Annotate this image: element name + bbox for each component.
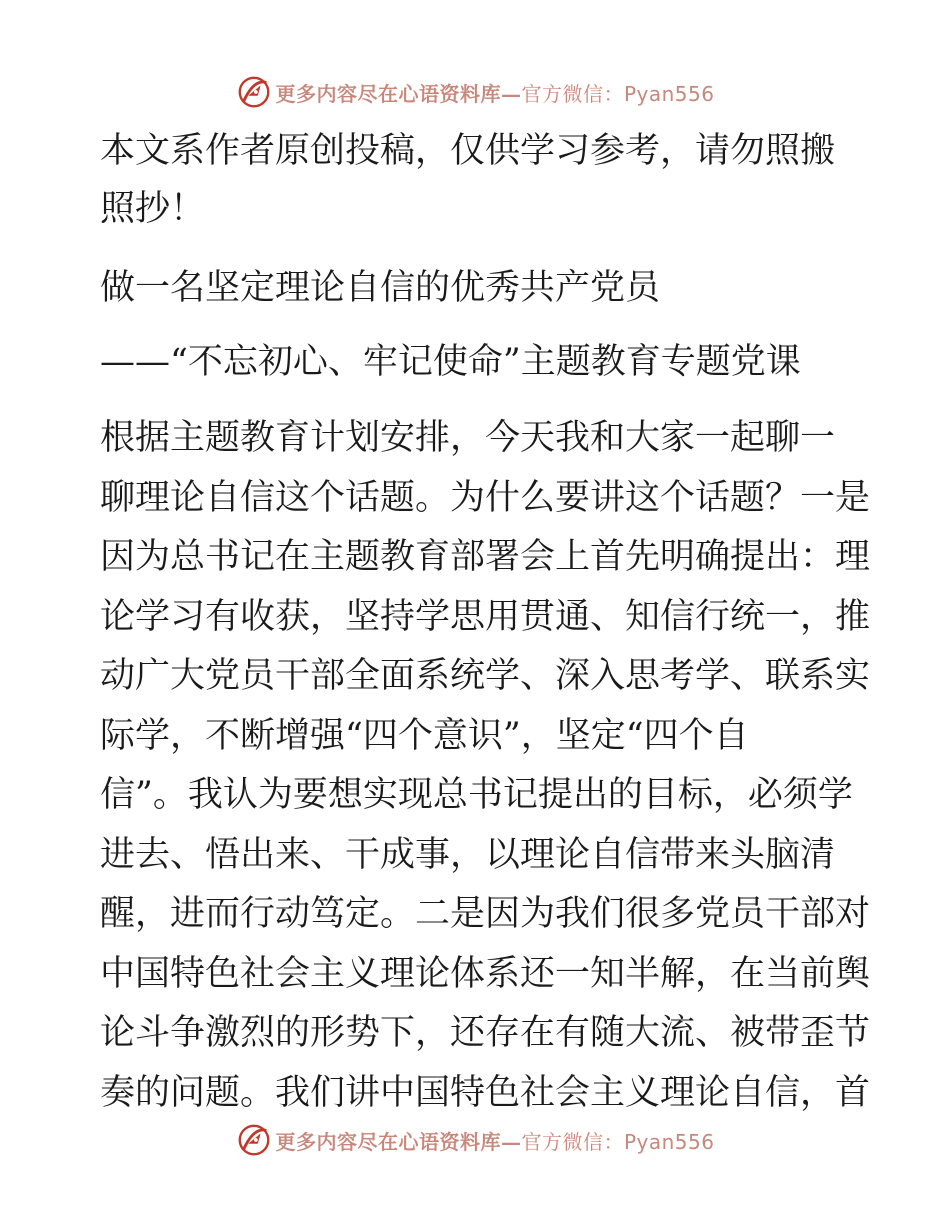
intro-line: 照抄！ [100, 189, 206, 229]
body-line: 际学，不断增强“四个意识”，坚定“四个自 [100, 715, 749, 756]
document-title [100, 259, 850, 317]
document-subtitle [100, 333, 850, 391]
body-line: 论学习有收获，坚持学思用贯通、知信行统一，推 [100, 596, 871, 637]
banner-text: 更多内容尽在心语资料库— [275, 1129, 522, 1154]
body-line: 论斗争激烈的形势下，还存在有随大流、被带歪节 [100, 1013, 871, 1053]
body-line: 因为总书记在主题教育部署会上首先明确提出：理 [100, 537, 871, 577]
body-line: 奏的问题。我们讲中国特色社会主义理论自信，首 [100, 1072, 871, 1113]
title-text: 做一名坚定理论自信的优秀共产党员 [100, 268, 661, 308]
document-body [100, 122, 871, 1123]
body-line: 中国特色社会主义理论体系还一知半解，在当前舆 [100, 953, 871, 994]
body-line: 动广大党员干部全面系统学、深入思考学、联系实 [100, 656, 871, 696]
banner-wechat: 官方微信：Pyan556 [521, 81, 715, 106]
body-paragraph [100, 409, 871, 1123]
logo-icon [235, 1121, 273, 1159]
banner-text: 更多内容尽在心语资料库— [275, 81, 522, 106]
logo-icon [235, 73, 273, 111]
intro-line: 本文系作者原创投稿，仅供学习参考，请勿照搬 [100, 131, 836, 171]
intro-notice [100, 122, 850, 238]
body-line: 醒，进而行动笃定。二是因为我们很多党员干部对 [100, 894, 871, 934]
body-line: 根据主题教育计划安排，今天我和大家一起聊一 [100, 418, 836, 458]
body-line: 聊理论自信这个话题。为什么要讲这个话题？一是 [100, 477, 871, 518]
footer-banner [0, 1120, 950, 1160]
subtitle-text: ——“不忘初心、牢记使命”主题教育专题党课 [100, 342, 801, 382]
banner-wechat: 官方微信：Pyan556 [521, 1129, 715, 1154]
header-banner [0, 72, 950, 112]
body-line: 信”。我认为要想实现总书记提出的目标，必须学 [100, 775, 853, 815]
body-line: 进去、悟出来、干成事，以理论自信带来头脑清 [100, 834, 836, 875]
